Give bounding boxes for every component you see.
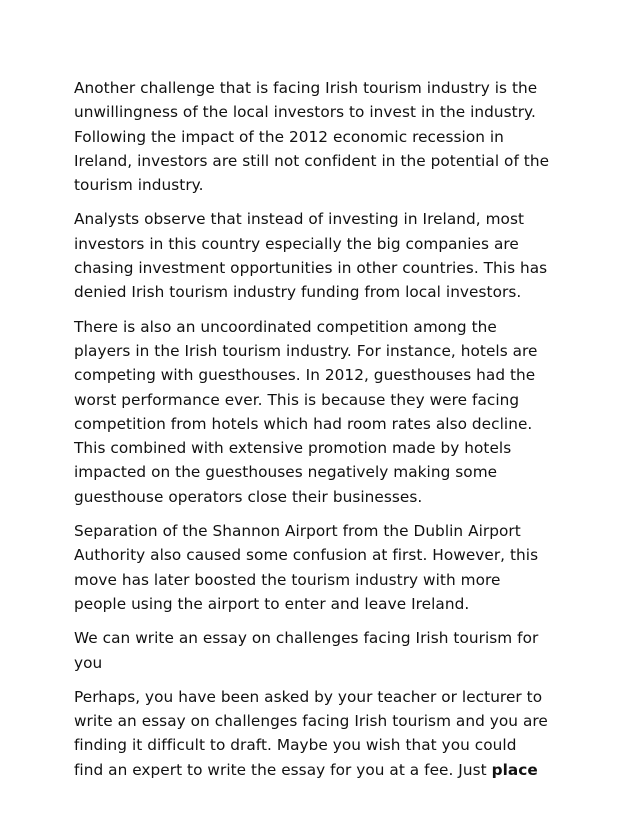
paragraph-6 xyxy=(74,685,574,782)
text-line xyxy=(74,758,574,782)
text-line: Following the impact of the 2012 economic recession in xyxy=(74,127,504,146)
text-line: There is also an uncoordinated competition among the xyxy=(74,317,497,336)
text-line: Perhaps, you have been asked by your teacher or lecturer to xyxy=(74,687,543,706)
text-line: denied Irish tourism industry funding from local investors. xyxy=(74,283,522,302)
text-line: worst performance ever. This is because they were facing xyxy=(74,390,520,409)
text-line: Separation of the Shannon Airport from the Dublin Airport xyxy=(74,522,521,541)
text-line: Another challenge that is facing Irish tourism industry is the xyxy=(74,79,538,97)
text-line-segment: find an expert to write the essay for you at a fee. Just xyxy=(74,760,492,779)
paragraph-1 xyxy=(74,76,574,197)
text-line: investors in this country especially the big companies are xyxy=(74,234,519,253)
text-line: We can write an essay on challenges facing Irish tourism for xyxy=(74,629,539,648)
paragraph-4 xyxy=(74,519,574,616)
text-line: Ireland, investors are still not confident in the potential of the xyxy=(74,151,550,170)
text-line: chasing investment opportunities in other countries. This has xyxy=(74,259,548,278)
text-line: finding it difficult to draft. Maybe you wish that you could xyxy=(74,736,517,755)
text-line: people using the airport to enter and leave Ireland. xyxy=(74,594,470,613)
text-line: guesthouse operators close their businesses. xyxy=(74,487,423,506)
text-line: move has later boosted the tourism industry with more xyxy=(74,570,501,589)
document-body xyxy=(74,76,574,792)
text-line: Analysts observe that instead of investing in Ireland, most xyxy=(74,210,525,229)
place-order-link-text: place xyxy=(491,760,538,779)
text-line: competing with guesthouses. In 2012, guesthouses had the xyxy=(74,366,536,385)
text-line: players in the Irish tourism industry. For instance, hotels are xyxy=(74,341,538,360)
text-line: impacted on the guesthouses negatively making some xyxy=(74,463,498,482)
text-line: write an essay on challenges facing Irish tourism and you are xyxy=(74,712,548,731)
paragraph-5-heading xyxy=(74,626,574,675)
paragraph-3 xyxy=(74,315,574,509)
text-line: competition from hotels which had room rates also decline. xyxy=(74,414,533,433)
paragraph-2 xyxy=(74,207,574,304)
text-line: Authority also caused some confusion at first. However, this xyxy=(74,546,539,565)
text-line: you xyxy=(74,653,103,672)
text-line: This combined with extensive promotion made by hotels xyxy=(74,439,512,458)
text-line: tourism industry. xyxy=(74,176,204,195)
text-line: unwillingness of the local investors to invest in the industry. xyxy=(74,103,536,122)
